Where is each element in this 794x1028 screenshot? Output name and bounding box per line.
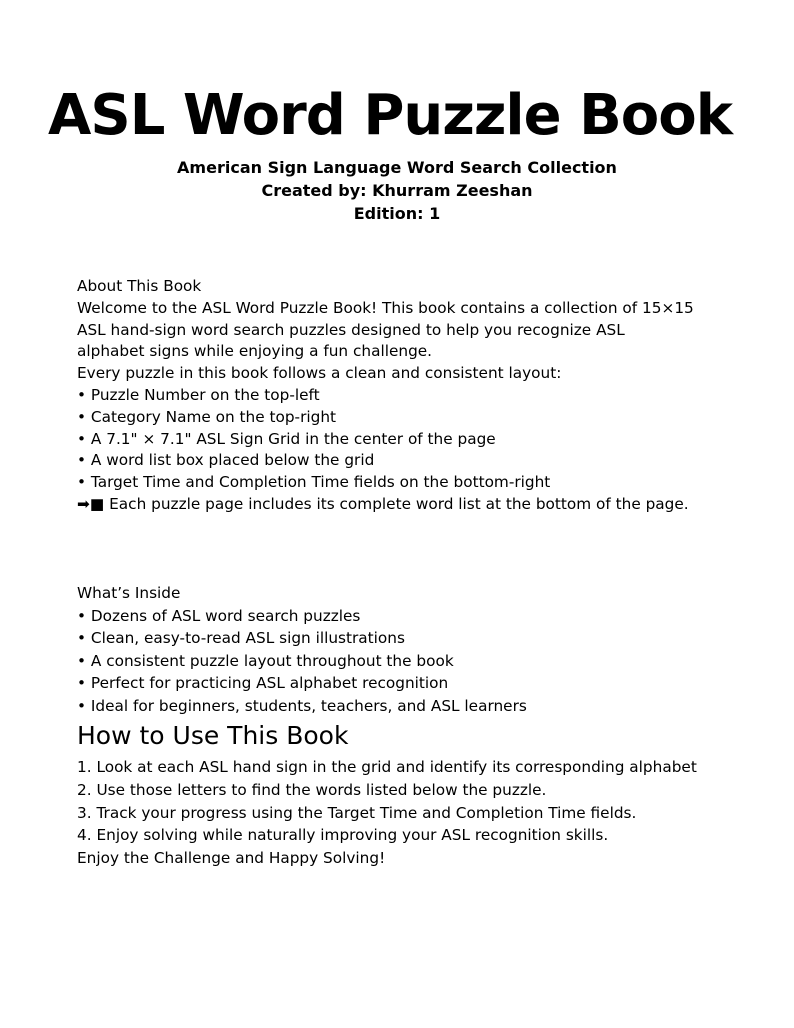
about-heading: About This Book [77,277,202,295]
how-to-heading: How to Use This Book [77,721,349,750]
whats-inside-item: • Clean, easy-to-read ASL sign illustrations [77,629,405,648]
page-title: ASL Word Puzzle Book [48,83,732,148]
whats-inside-item: • A consistent puzzle layout throughout the book [77,651,454,670]
whats-inside-item: • Perfect for practicing ASL alphabet recognition [77,674,449,693]
how-to-closing: Enjoy the Challenge and Happy Solving! [77,849,386,868]
layout-list-item: • Target Time and Completion Time fields on the bottom-right [77,473,551,492]
how-to-step: 3. Track your progress using the Target Time and Completion Time fields. [77,803,637,822]
how-to-section [77,756,777,870]
about-intro-line: alphabet signs while enjoying a fun challenge. [77,342,433,361]
author-line: Created by: Khurram Zeeshan [261,181,533,200]
layout-list-item: • A 7.1" × 7.1" ASL Sign Grid in the center of the page [77,429,496,448]
whats-inside-heading: What’s Inside [77,584,181,602]
layout-list-item: • Category Name on the top-right [77,407,337,426]
how-to-step: 1. Look at each ASL hand sign in the grid and identify its corresponding alphabet [77,758,697,776]
whats-inside-item: • Dozens of ASL word search puzzles [77,606,361,625]
about-intro-line: ASL hand-sign word search puzzles designed to help you recognize ASL [77,320,625,339]
layout-list-item: • Puzzle Number on the top-left [77,385,320,404]
title-block [0,156,794,225]
about-note: ➡■ Each puzzle page includes its complete word list at the bottom of the page. [77,494,689,513]
about-section [77,276,777,516]
layout-list-item: • A word list box placed below the grid [77,451,375,470]
subtitle: American Sign Language Word Search Collection [177,158,617,177]
whats-inside-item: • Ideal for beginners, students, teachers, and ASL learners [77,696,527,715]
how-to-step: 4. Enjoy solving while naturally improving your ASL recognition skills. [77,826,609,845]
whats-inside-section [77,582,777,718]
how-to-step: 2. Use those letters to find the words listed below the puzzle. [77,780,547,799]
about-intro-line: Welcome to the ASL Word Puzzle Book! This book contains a collection of 15×15 [77,298,694,317]
about-intro-line: Every puzzle in this book follows a clean and consistent layout: [77,364,562,383]
edition-line: Edition: 1 [353,204,441,223]
